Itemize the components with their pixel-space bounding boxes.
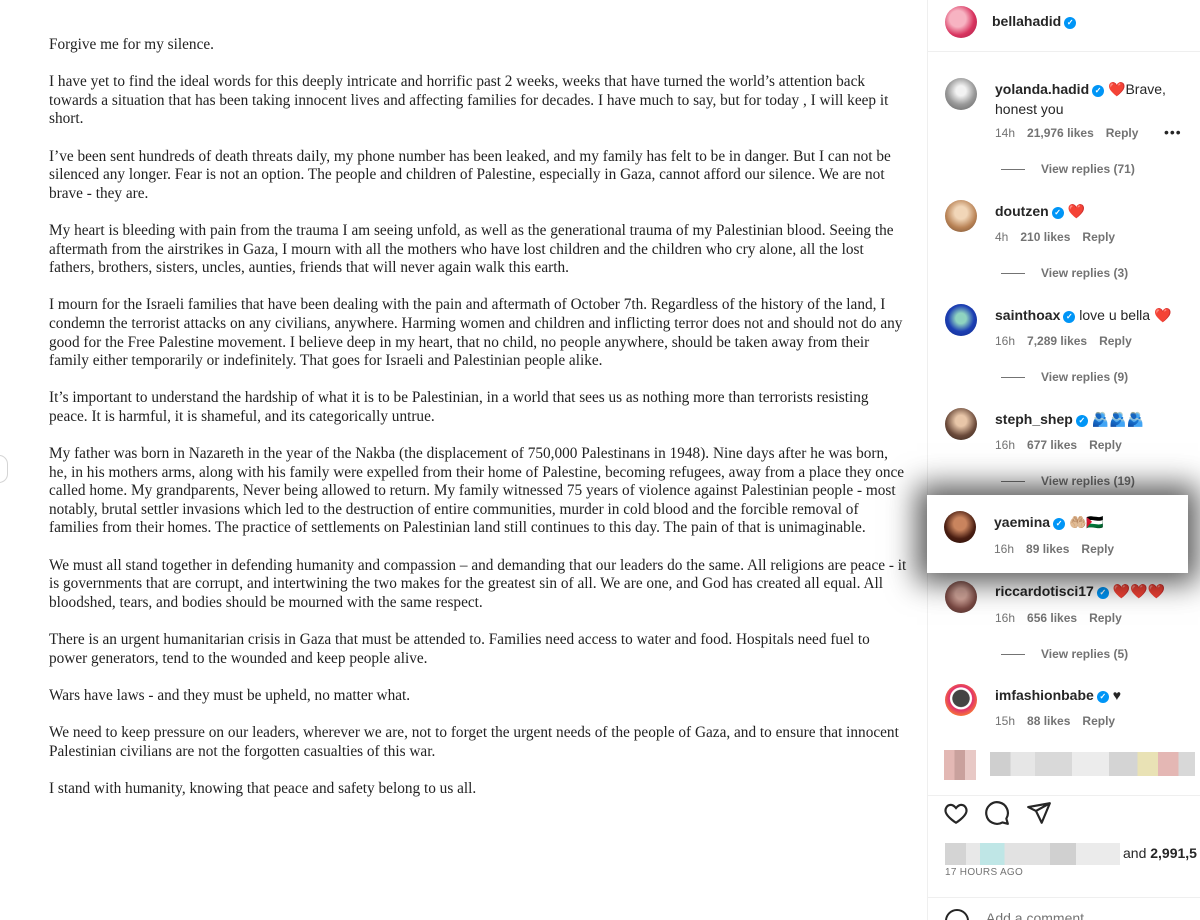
comment-body: ❤️Brave, honest you [995, 81, 1166, 117]
comment-body: love u bella ❤️ [1079, 307, 1172, 323]
view-replies-button[interactable] [1001, 266, 1128, 280]
reply-button[interactable]: Reply [1089, 611, 1122, 625]
view-replies-label: View replies (3) [1041, 266, 1129, 280]
comment-meta [995, 714, 1127, 728]
verified-badge-icon: ✓ [1063, 311, 1075, 323]
comment-body: 🫂🫂🫂 [1091, 411, 1144, 427]
comment-body: ♥ [1112, 687, 1121, 703]
comment-username[interactable]: riccardotisci17 [995, 583, 1094, 599]
avatar[interactable] [945, 684, 977, 716]
more-options-icon[interactable]: ••• [1164, 124, 1182, 140]
comment-meta [994, 542, 1126, 556]
comment-age: 16h [995, 611, 1016, 625]
comment-input[interactable] [986, 910, 1166, 920]
comment-username[interactable]: imfashionbabe [995, 687, 1094, 703]
avatar[interactable] [945, 304, 977, 336]
comment-age: 4h [995, 230, 1009, 244]
reply-button[interactable]: Reply [1082, 714, 1116, 728]
comment-age: 16h [994, 542, 1015, 556]
comment-text [995, 201, 1200, 221]
avatar[interactable] [945, 200, 977, 232]
comment-username[interactable]: doutzen [995, 203, 1049, 219]
post-header [928, 0, 1200, 52]
avatar[interactable] [945, 408, 977, 440]
verified-badge-icon: ✓ [1053, 518, 1065, 530]
view-replies-button[interactable] [1001, 474, 1135, 488]
comment-body: ❤️❤️❤️ [1112, 583, 1166, 599]
avatar[interactable] [945, 581, 977, 613]
redacted-likers [945, 843, 1120, 865]
view-replies-button[interactable] [1001, 647, 1128, 661]
likes-count[interactable]: 677 likes [1027, 438, 1078, 452]
comments-panel [927, 0, 1200, 920]
verified-badge-icon: ✓ [1097, 587, 1109, 599]
likes-text[interactable] [1123, 845, 1197, 861]
comment-username[interactable]: yolanda.hadid [995, 81, 1090, 97]
letter-paragraph: Wars have laws - and they must be upheld, no matter what. [49, 686, 411, 704]
view-replies-label: View replies (19) [1041, 474, 1135, 488]
likes-count[interactable]: 210 likes [1020, 230, 1071, 244]
comment-text [995, 305, 1200, 325]
reply-button[interactable]: Reply [1105, 126, 1139, 140]
share-icon[interactable] [1026, 800, 1052, 826]
letter-paragraph: It’s important to understand the hardship of what it is to be Palestinian, in a world that sees us as nothing more than terrorists resisting peace. It is harmful, it is shameful, and its categorically untrue. [49, 389, 869, 425]
comment-text [995, 581, 1200, 601]
likes-count[interactable]: 7,289 likes [1027, 334, 1088, 348]
comment-age: 16h [995, 438, 1016, 452]
redacted-text [990, 752, 1195, 776]
verified-badge-icon: ✓ [1076, 415, 1088, 427]
reply-button[interactable]: Reply [1089, 438, 1122, 452]
view-replies-label: View replies (71) [1041, 162, 1135, 176]
letter-paragraph: I stand with humanity, knowing that peace and safety belong to us all. [49, 779, 477, 797]
reply-button[interactable]: Reply [1081, 542, 1115, 556]
comment-username[interactable]: yaemina [994, 514, 1051, 530]
highlighted-comment [927, 495, 1188, 573]
divider [1001, 273, 1025, 274]
view-replies-button[interactable] [1001, 162, 1135, 176]
verified-badge-icon: ✓ [1097, 691, 1109, 703]
comment-text [995, 79, 1200, 119]
avatar[interactable] [945, 78, 977, 110]
comment-text [994, 512, 1200, 532]
username[interactable]: bellahadid [992, 13, 1062, 29]
comment-body: ❤️ [1067, 203, 1085, 219]
divider [1001, 481, 1025, 482]
heart-icon[interactable] [943, 800, 969, 826]
comment-meta [995, 230, 1127, 244]
comment-age: 14h [995, 126, 1016, 140]
verified-badge-icon: ✓ [1052, 207, 1064, 219]
likes-count[interactable]: 21,976 likes [1027, 126, 1094, 140]
comment-body: 🤲🏼🇵🇸 [1068, 514, 1104, 530]
post-owner[interactable] [992, 13, 1076, 29]
likes-count[interactable]: 89 likes [1026, 542, 1070, 556]
post-timestamp: 17 HOURS AGO [945, 867, 1024, 878]
comment-icon[interactable] [984, 800, 1010, 826]
comment-meta [995, 334, 1144, 348]
letter-paragraph: Forgive me for my silence. [49, 36, 214, 53]
letter-paragraph: We must all stand together in defending humanity and compassion – and demanding that our leaders do the same. All religions are peace - it is governments that are corrupt, and intertwining the two makes for the greatest sin of all. We are one, and God has created all equal. All bloodshed, tears, and bodies should be mourned with the same respect. [49, 556, 907, 611]
emoji-icon[interactable] [945, 909, 969, 920]
comment-username[interactable]: sainthoax [995, 307, 1061, 323]
comment-username[interactable]: steph_shep [995, 411, 1073, 427]
likes-count[interactable]: 656 likes [1027, 611, 1078, 625]
letter-paragraph: I mourn for the Israeli families that have been dealing with the pain and aftermath of October 7th. Regardless of the history of the land, I condemn the terrorist attacks on any civilians, anywhere. Harming women and children and inflicting terror does not and should not do any good for the Free Palestine movement. I believe deep in my heart, that no child, no people anywhere, should be taken away from their family either temporarily or indefinitely. That goes for Israeli and Palestinian people alike. [49, 296, 903, 370]
comment-meta [995, 438, 1134, 452]
avatar[interactable] [944, 511, 976, 543]
verified-badge-icon: ✓ [1092, 85, 1104, 97]
likes-count[interactable]: 88 likes [1027, 714, 1071, 728]
likes-prefix: and [1123, 845, 1151, 861]
reply-button[interactable]: Reply [1082, 230, 1116, 244]
view-replies-button[interactable] [1001, 370, 1128, 384]
divider [1001, 654, 1025, 655]
comment-age: 15h [995, 714, 1016, 728]
letter-paragraph: My father was born in Nazareth in the year of the Nakba (the displacement of 750,000 Palestinans in 1948). Nine days after he was born, he, in his mothers arms, along with his family were expelled from their home of Palestine, becoming refugees, away from a place they once called home. My grandparents, Never being allowed to return. My family witnessed 75 years of violence against Palestinian people - most notably, brutal settler invasions which led to the destruction of entire communities, murder in cold blood and the forcible removal of families from their homes. The practice of settlements on Palestinian land still continues to this day. The pain of that is unimaginable. [49, 445, 905, 537]
letter-paragraph: I have yet to find the ideal words for this deeply intricate and horrific past 2 weeks, weeks that have turned the world’s attention back towards a situation that has been taking innocent lives and affecting families for decades. I have much to say, but for today , I will keep it short. [49, 73, 889, 128]
letter-paragraph: I’ve been sent hundreds of death threats daily, my phone number has been leaked, and my family has felt to be in danger. But I can not be silenced any longer. Fear is not an option. The people and children of Palestine, especially in Gaza, cannot afford our silence. We are not brave - they are. [49, 147, 891, 202]
post-letter [49, 36, 909, 817]
comment-meta [995, 126, 1150, 140]
divider [1001, 377, 1025, 378]
comment-meta [995, 611, 1134, 625]
comment-text [995, 685, 1200, 705]
action-bar [928, 795, 1200, 827]
redacted-avatar [944, 750, 976, 780]
divider [1001, 169, 1025, 170]
letter-paragraph: We need to keep pressure on our leaders, wherever we are, not to forget the urgent needs of the people of Gaza, and to ensure that innocent Palestinian civilians are not the forgotten casualties of this war. [49, 723, 899, 760]
view-replies-label: View replies (9) [1041, 370, 1129, 384]
reply-button[interactable]: Reply [1099, 334, 1132, 348]
letter-paragraph: There is an urgent humanitarian crisis in Gaza that must be attended to. Families need access to water and food. Hospitals need fuel to power generators, tend to the wounded and keep people alive. [49, 631, 870, 667]
carousel-prev-button[interactable] [0, 455, 8, 483]
comment-text [995, 409, 1200, 429]
view-replies-label: View replies (5) [1041, 647, 1129, 661]
avatar[interactable] [945, 6, 977, 38]
letter-paragraph: My heart is bleeding with pain from the trauma I am seeing unfold, as well as the generational trauma of my Palestinian blood. Seeing the aftermath from the airstrikes in Gaza, I mourn with all the mothers who have lost children and the children who cry alone, all the lost fathers, brothers, sisters, uncles, aunties, friends that will never again walk this earth. [49, 221, 894, 277]
likes-summary [945, 843, 1200, 865]
likes-total: 2,991,5 [1150, 845, 1197, 861]
comment-age: 16h [995, 334, 1016, 348]
verified-badge-icon: ✓ [1064, 17, 1076, 29]
add-comment-bar [928, 897, 1200, 920]
